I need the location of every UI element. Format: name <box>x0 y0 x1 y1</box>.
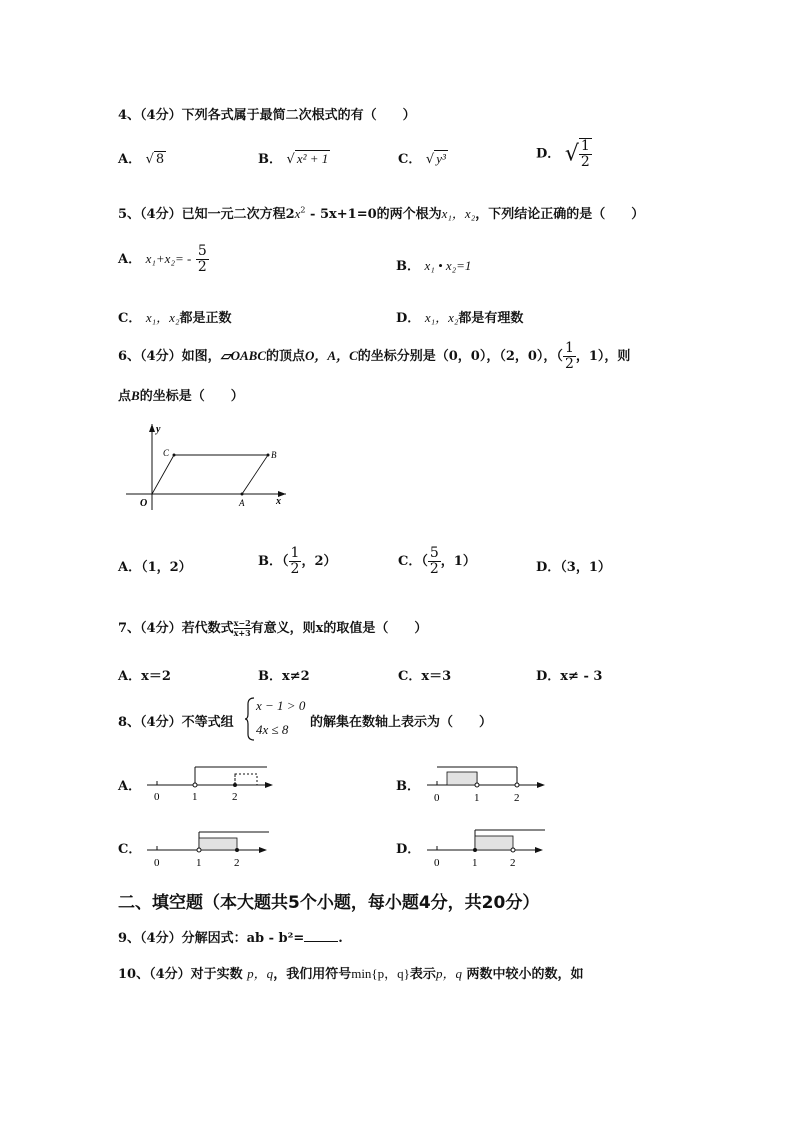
fraction: $\frac{5}{2}$ <box>197 243 207 275</box>
svg-text:2: 2 <box>234 857 240 869</box>
q10-stem: 10、（4分）对于实数 p，q，我们用符号min{p，q}表示p，q 两数中较小的数，如 <box>118 966 584 982</box>
hatched-region <box>447 772 477 785</box>
q5-option-d: D． x₁，x₂都是有理数 <box>396 310 524 326</box>
point-a-label: A <box>239 498 245 508</box>
origin-label: O <box>140 498 148 509</box>
q8-option-b-label: B． <box>396 779 420 794</box>
svg-text:0: 0 <box>434 857 440 869</box>
q8-stem-post: 的解集在数轴上表示为（ ） <box>310 715 493 730</box>
y-axis-arrow <box>149 424 155 432</box>
svg-text:1: 1 <box>474 792 480 804</box>
point-c <box>173 454 176 457</box>
closed-dot-2 <box>233 783 237 787</box>
point-c-label: C <box>163 448 170 458</box>
sqrt-expression: √ y³ <box>425 151 446 167</box>
q4-option-a <box>118 148 166 167</box>
open-dot-1 <box>193 783 197 787</box>
q8-option-c-number-line <box>145 826 275 870</box>
q8-option-b-number-line <box>425 763 550 805</box>
answer-blank[interactable] <box>304 929 338 942</box>
inequality-2: 4x ≤ 8 <box>256 722 289 737</box>
tick-label-0: 0 <box>154 791 160 803</box>
q4-option-d: D． √ $\frac{1}{2}$ <box>536 138 590 170</box>
parallelogram-oabc <box>152 455 268 494</box>
svg-text:0: 0 <box>434 792 440 804</box>
q6-option-d: D．（3，1） <box>536 560 611 575</box>
inequality-1: x − 1 > 0 <box>256 698 306 713</box>
q4-option-b <box>258 148 330 167</box>
fraction: $\frac{1}{2}$ <box>564 340 574 372</box>
q6-stem-line1: 6、（4分）如图，▱OABC的顶点O，A，C的坐标分别是（0，0），（2，0），（ $\frac{1}{2}$ ，1），则 <box>118 340 631 372</box>
option-label: A． <box>118 152 142 167</box>
tick-label-1: 1 <box>192 791 198 803</box>
svg-text:0: 0 <box>154 857 160 869</box>
q8-option-a-number-line <box>145 765 275 805</box>
option-label: B． <box>258 152 282 167</box>
point-b-label: B <box>271 450 277 460</box>
svg-text:1: 1 <box>196 857 202 869</box>
parallelogram-figure <box>118 420 298 520</box>
q5-option-a: A． x₁+x₂= - $\frac{5}{2}$ <box>118 243 207 275</box>
q5-stem: 5、（4分）已知一元二次方程$2x^2 - 5x+1=0$的两个根为x₁，x₂，下列结论正确的是（ ） <box>118 205 645 222</box>
option-label: C． <box>398 152 422 167</box>
x-axis-label: x <box>276 496 281 507</box>
q4-stem: 4、（4分）下列各式属于最简二次根式的有（ ） <box>118 108 416 123</box>
fraction: $\frac{1}{2}$ <box>580 138 590 170</box>
svg-text:2: 2 <box>514 792 520 804</box>
radicand: x² + 1 <box>296 151 329 166</box>
q7-stem: 7、（4分）若代数式 $\frac{x-2}{x+3}$有意义，则x的取值是（ ） <box>118 618 428 638</box>
q8-stem-pre: 8、（4分）不等式组 <box>118 715 234 730</box>
q4-option-c <box>398 148 448 167</box>
hatched-region <box>199 838 237 850</box>
q7-option-c: C．x＝3 <box>398 669 452 684</box>
fraction: $\frac{5}{2}$ <box>429 545 439 577</box>
q8-option-d-number-line <box>425 826 550 870</box>
fraction: $\frac{x-2}{x+3}$ <box>233 618 251 638</box>
sqrt-expression: √ 8 <box>145 152 165 167</box>
q7-option-d: D．x≠ - 3 <box>536 669 603 684</box>
point-b <box>267 454 270 457</box>
q5-option-b: B． x₁ • x₂=1 <box>396 258 472 274</box>
option-label: D． <box>536 146 561 162</box>
svg-text:1: 1 <box>472 857 478 869</box>
y-axis-label: y <box>156 424 161 435</box>
q7-option-a: A．x＝2 <box>118 669 171 684</box>
q8-option-c-label: C． <box>118 842 142 857</box>
q9-stem: 9、（4分）分解因式：ab - b²= . <box>118 931 343 946</box>
sqrt-expression: √ x² + 1 <box>286 151 329 167</box>
q8-option-d-label: D． <box>396 842 421 857</box>
radicand: 8 <box>155 152 165 167</box>
q6-option-a: A．（1，2） <box>118 560 192 575</box>
point-a <box>241 493 244 496</box>
q8-option-a-label: A． <box>118 779 142 794</box>
hatched-region <box>475 836 513 850</box>
q6-stem-line2: 点B的坐标是（ ） <box>118 388 244 404</box>
q6-option-c: C．（ $\frac{5}{2}$ ，1） <box>398 545 476 577</box>
hatched-region <box>235 774 257 785</box>
tick-label-2: 2 <box>232 791 238 803</box>
system-brace <box>244 696 256 742</box>
q5-option-c: C． x₁，x₂都是正数 <box>118 310 232 326</box>
q7-option-b: B．x≠2 <box>258 669 310 684</box>
svg-text:2: 2 <box>510 857 516 869</box>
fraction: $\frac{1}{2}$ <box>290 545 300 577</box>
radicand: y³ <box>436 151 446 166</box>
section-2-title: 二、填空题（本大题共5个小题，每小题4分，共20分） <box>118 893 540 913</box>
q6-option-b: B．（ $\frac{1}{2}$ ，2） <box>258 545 337 577</box>
